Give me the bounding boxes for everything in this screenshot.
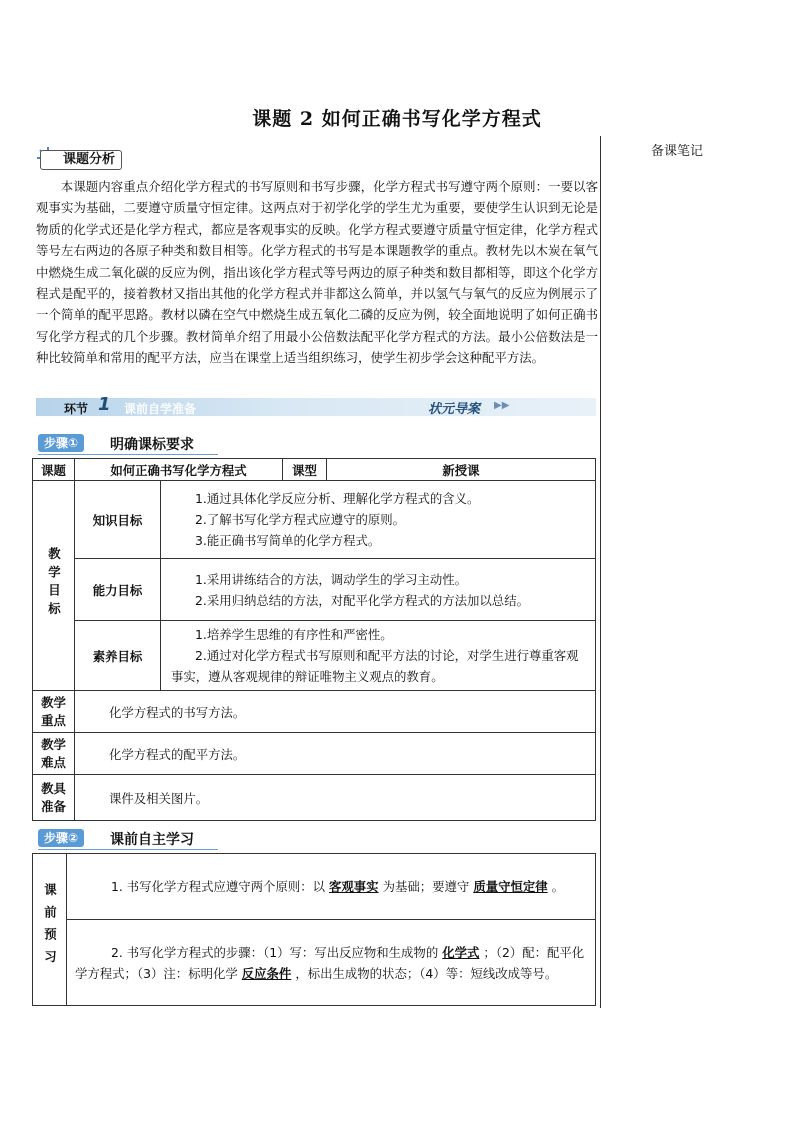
header-type-value: 新授课 (327, 459, 596, 481)
objectives-table (32, 458, 596, 821)
band-link-number: 1 (98, 394, 111, 415)
q1-answer-2: 质量守恒定律 (473, 879, 548, 894)
q2-text-b: ；（2）配：配平化学方程式；（3）注：标明化学 (75, 944, 585, 981)
preview-table (32, 853, 596, 1006)
arrow-icon: ▶▶ (494, 400, 510, 411)
band-subtitle: 课前自学准备 (124, 402, 197, 416)
step2-underline (38, 849, 218, 850)
margin-divider (600, 136, 601, 1008)
header-course-label: 课题 (33, 459, 75, 481)
tools-text: 课件及相关图片。 (75, 775, 596, 821)
key-point-text: 化学方程式的书写方法。 (75, 691, 596, 733)
q2-text-c: ，标出生成物的状态；（4）等：短线改成等号。 (295, 965, 558, 981)
q1-answer-1: 客观事实 (329, 879, 379, 894)
header-course-value: 如何正确书写化学方程式 (75, 459, 283, 481)
page-title: 课题 2 如何正确书写化学方程式 (252, 108, 542, 130)
difficulty-label: 教学难点 (33, 733, 75, 775)
literacy-item: 2.通过对化学方程式书写原则和配平方法的讨论，对学生进行尊重客观事实，遵从客观规律的辩证唯物主义观点的教育。 (171, 648, 579, 684)
preview-question-2 (67, 920, 596, 1006)
goals-label-cell (33, 481, 75, 691)
ability-items (161, 559, 596, 621)
q1-text-b: 为基础；要遵守 (382, 879, 470, 894)
preview-label: 课前预习 (42, 883, 58, 973)
step1-tag: 步骤① (38, 434, 84, 452)
ability-label: 能力目标 (75, 559, 161, 621)
notes-label: 备课笔记 (651, 144, 704, 159)
difficulty-text: 化学方程式的配平方法。 (75, 733, 596, 775)
q1-text-c: 。 (551, 879, 565, 894)
step1-underline (38, 454, 218, 455)
preview-question-1 (67, 854, 596, 920)
step2-title: 课前自主学习 (110, 832, 194, 848)
q2-text-a: 2. 书写化学方程式的步骤：（1）写：写出反应物和生成物的 (111, 944, 439, 960)
knowledge-label: 知识目标 (75, 481, 161, 559)
q1-text-a: 1. 书写化学方程式应遵守两个原则：以 (111, 879, 326, 894)
literacy-item: 1.培养学生思维的有序性和严密性。 (195, 627, 393, 642)
goals-label: 教学目标 (46, 547, 62, 621)
literacy-items (161, 621, 596, 691)
step1-title: 明确课标要求 (110, 437, 194, 453)
analysis-text: 本课题内容重点介绍化学方程式的书写原则和书写步骤，化学方程式书写遵守两个原则：一要以客观事实为基础，二要遵守质量守恒定律。这两点对于初学化学的学生尤为重要，要使学生认识到无论是物质的化学式还是化学方程式，都应是客观事实的反映。化学方程式要遵守质量守恒定律，化学方程式等号左右两边的各原子种类和数目相等。化学方程式的书写是本课题教学的重点。教材先以木炭在氧气中燃烧生成二氧化碳的反应为例，指出该化学方程式等号两边的原子种类和数目都相等，即这个化学方程式是配平的，接着教材又指出其他的化学方程式并非都这么简单，并以氢气与氧气的反应为例展示了一个简单的配平思路。教材以磷在空气中燃烧生成五氧化二磷的反应为例，较全面地说明了如何正确书写化学方程式的几个步骤。教材简单介绍了用最小公倍数法配平化学方程式的方法。最小公倍数法是一种比较简单和常用的配平方法，应当在课堂上适当组织练习，使学生初步学会这种配平方法。 (36, 179, 598, 366)
section-band (36, 394, 596, 417)
ability-item: 2.采用归纳总结的方法，对配平化学方程式的方法加以总结。 (195, 592, 529, 608)
ability-item: 1.采用讲练结合的方法，调动学生的学习主动性。 (195, 571, 468, 587)
knowledge-item: 1.通过具体化学反应分析、理解化学方程式的含义。 (195, 491, 480, 506)
q2-answer-1: 化学式 (442, 944, 480, 960)
analysis-section-label: 课题分析 (40, 150, 122, 170)
q2-answer-2: 反应条件 (241, 965, 292, 981)
band-link-label: 环节 (64, 402, 89, 416)
knowledge-item: 3.能正确书写简单的化学方程式。 (195, 533, 381, 548)
knowledge-items (161, 481, 596, 559)
knowledge-item: 2.了解书写化学方程式应遵守的原则。 (195, 512, 406, 527)
literacy-label: 素养目标 (75, 621, 161, 691)
preview-label-cell (33, 854, 67, 1006)
step2-tag: 步骤② (38, 829, 84, 847)
tools-label: 教具准备 (33, 775, 75, 821)
key-point-label: 教学重点 (33, 691, 75, 733)
band-brand: 状元导案 (428, 402, 481, 417)
header-type-label: 课型 (283, 459, 327, 481)
